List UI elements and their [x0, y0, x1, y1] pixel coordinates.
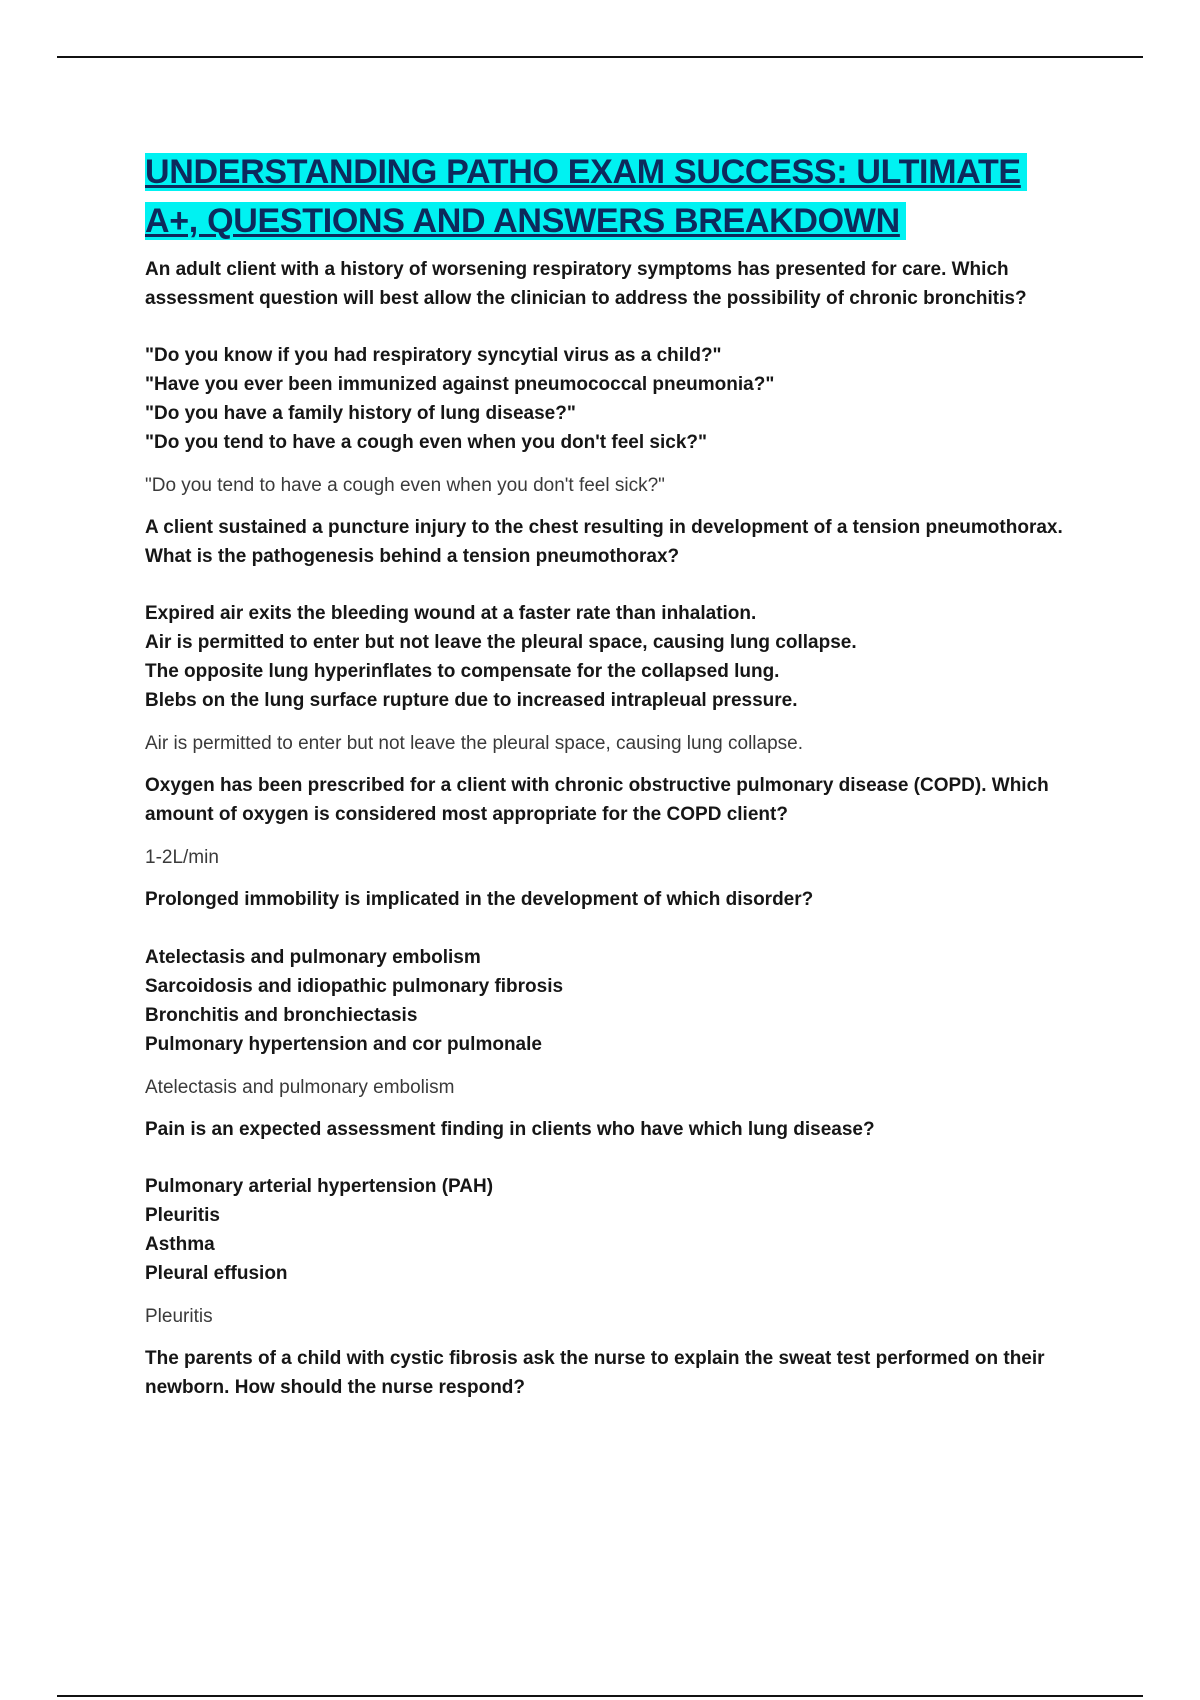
option-item: "Do you tend to have a cough even when you don't feel sick?" [145, 432, 708, 453]
title-line-2: A+, QUESTIONS AND ANSWERS BREAKDOWN [145, 202, 906, 240]
option-item: Pulmonary hypertension and cor pulmonale [145, 1033, 542, 1055]
question-text: A client sustained a puncture injury to the chest resulting in development of a tension pneumothorax. What is the pathogenesis behind a tension pneumothorax? [145, 517, 1063, 567]
question-text: Oxygen has been prescribed for a client with chronic obstructive pulmonary disease (COPD). Which amount of oxygen is considered most appropriate for the COPD client? [145, 775, 1049, 825]
qa-block-3 [145, 772, 1095, 872]
option-item: Air is permitted to enter but not leave the pleural space, causing lung collapse. [145, 632, 857, 653]
option-item: Bronchitis and bronchiectasis [145, 1004, 418, 1026]
option-item: Pulmonary arterial hypertension (PAH) [145, 1176, 494, 1197]
option-item: "Do you have a family history of lung disease?" [145, 403, 576, 424]
option-item: The opposite lung hyperinflates to compensate for the collapsed lung. [145, 661, 780, 682]
title-line-1: UNDERSTANDING PATHO EXAM SUCCESS: ULTIMATE [145, 153, 1027, 191]
answer-text: Pleuritis [145, 1306, 213, 1327]
qa-block-4 [145, 886, 1095, 1102]
option-list [145, 341, 1095, 457]
answer-text: Air is permitted to enter but not leave the pleural space, causing lung collapse. [145, 733, 803, 754]
qa-block-1 [145, 256, 1095, 500]
option-list [145, 943, 1095, 1059]
bottom-rule [57, 1695, 1143, 1697]
option-item: Asthma [145, 1234, 215, 1255]
option-list [145, 599, 1095, 715]
option-item: "Do you know if you had respiratory syncytial virus as a child?" [145, 345, 722, 366]
qa-block-5 [145, 1116, 1095, 1332]
document-title [145, 148, 1095, 246]
option-item: "Have you ever been immunized against pneumococcal pneumonia?" [145, 374, 775, 395]
option-item: Pleural effusion [145, 1263, 288, 1284]
document-body [145, 148, 1095, 1402]
question-text: The parents of a child with cystic fibrosis ask the nurse to explain the sweat test performed on their newborn. How should the nurse respond? [145, 1348, 1045, 1398]
option-item: Expired air exits the bleeding wound at a faster rate than inhalation. [145, 603, 757, 624]
question-text: Pain is an expected assessment finding in clients who have which lung disease? [145, 1118, 875, 1140]
option-item: Pleuritis [145, 1205, 220, 1226]
answer-text: "Do you tend to have a cough even when you don't feel sick?" [145, 475, 665, 496]
option-list [145, 1172, 1095, 1288]
top-rule [57, 56, 1143, 58]
option-item: Blebs on the lung surface rupture due to increased intrapleual pressure. [145, 690, 798, 711]
qa-block-2 [145, 514, 1095, 758]
answer-text: Atelectasis and pulmonary embolism [145, 1076, 455, 1098]
answer-text: 1-2L/min [145, 847, 219, 868]
option-item: Atelectasis and pulmonary embolism [145, 946, 481, 968]
qa-block-6 [145, 1345, 1095, 1402]
question-text: An adult client with a history of worsening respiratory symptoms has presented for care. Which assessment question will best allow the clinician to address the possibility of chronic bronchitis? [145, 259, 1027, 309]
option-item: Sarcoidosis and idiopathic pulmonary fibrosis [145, 975, 564, 997]
question-text: Prolonged immobility is implicated in the development of which disorder? [145, 889, 814, 910]
